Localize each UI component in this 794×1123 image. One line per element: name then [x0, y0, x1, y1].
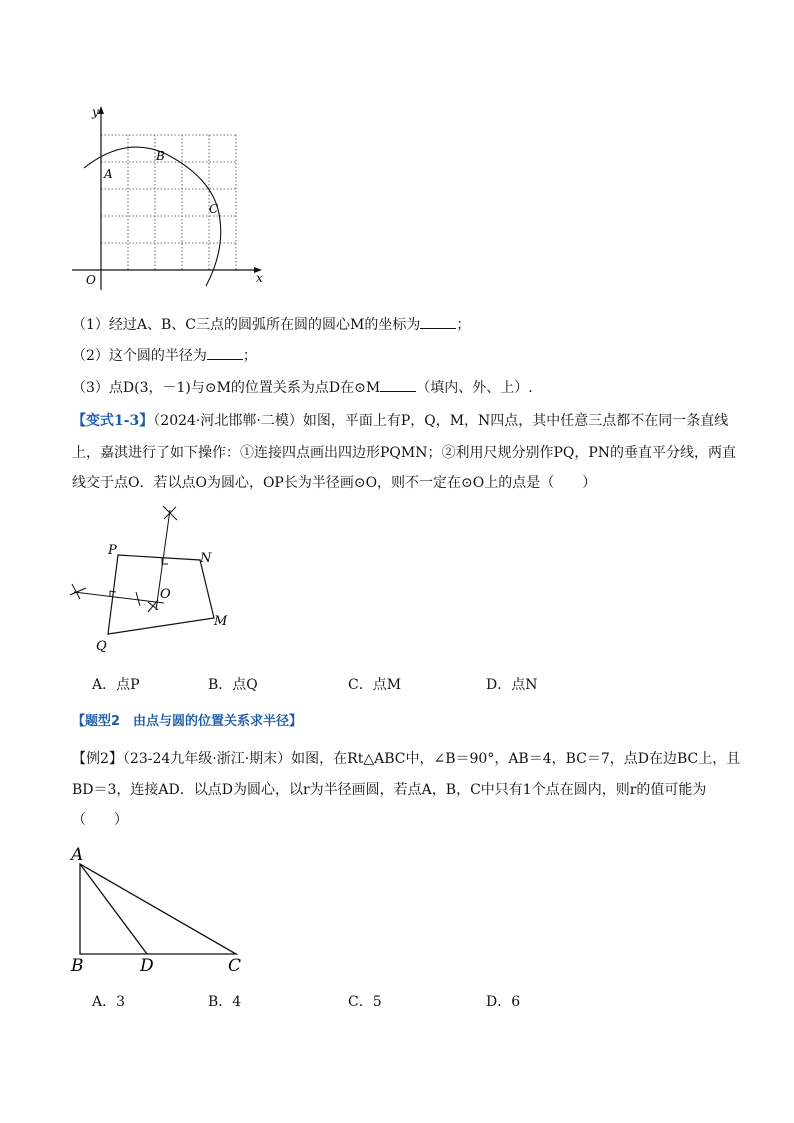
option-c-1[interactable]: C．点M: [348, 677, 402, 693]
option-a-1[interactable]: A．点P: [92, 677, 140, 693]
point-d-label: D: [140, 956, 154, 976]
origin-label: O: [86, 273, 96, 287]
option-b-1[interactable]: B．点Q: [208, 677, 258, 693]
variant-text-3: 线交于点O．若以点O为圆心，OP长为半径画⊙O，则不一定在⊙O上的点是（ ）: [72, 475, 597, 491]
example-text-2: BD＝3，连接AD．以点D为圆心，以r为半径画圆，若点A，B，C中只有1个点在圆内，则r的值可能为: [72, 782, 707, 798]
label-p: P: [108, 543, 117, 558]
quadrilateral-figure: [64, 500, 244, 660]
variant-1-3-line-1: [72, 412, 728, 430]
variant-text-2: 上，嘉淇进行了如下操作：①连接四点画出四边形PQMN；②利用尺规分别作PQ，PN的垂直平分线，两直: [72, 445, 737, 461]
option-c-2[interactable]: C．5: [348, 994, 382, 1010]
variant-tag: 【变式1-3】: [72, 413, 154, 429]
example-text-3: （ ）: [72, 812, 128, 828]
answer-blank-3[interactable]: [380, 379, 416, 392]
label-n: N: [200, 551, 212, 566]
part-1-text: （1）经过A、B、C三点的圆弧所在圆的圆心M的坐标为: [72, 317, 421, 333]
label-o: O: [160, 587, 171, 602]
question-part-3: [72, 379, 533, 397]
option-d-1[interactable]: D．点N: [486, 677, 538, 693]
point-a-label: A: [104, 167, 113, 181]
label-q: Q: [96, 639, 107, 654]
part-3-end: （填内、外、上）.: [416, 380, 533, 396]
answer-blank-2[interactable]: [207, 347, 243, 360]
part-2-end: ；: [242, 348, 257, 364]
option-a-2[interactable]: A．3: [92, 994, 126, 1010]
point-c-label: C: [209, 202, 219, 216]
section-2-title: 【题型2 由点与圆的位置关系求半径】: [72, 714, 303, 729]
variant-1-3-line-2: [72, 444, 736, 462]
triangle-abc: [80, 864, 236, 954]
vertex-b-label: B: [71, 956, 84, 976]
coordinate-grid-figure: [66, 100, 276, 290]
part-2-text: （2）这个圆的半径为: [72, 348, 207, 364]
part-3-text: （3）点D(3，－1)与⊙M的位置关系为点D在⊙M: [72, 380, 381, 396]
vertex-a-label: A: [71, 845, 84, 865]
y-axis-label: y: [92, 105, 99, 119]
question-part-2: [72, 347, 257, 365]
bisector-pq: [74, 592, 164, 603]
point-b-label: B: [156, 149, 165, 163]
variant-1-3-line-3: [72, 474, 596, 492]
example-text-1: （23-24九年级·浙江·期末）如图，在Rt△ABC中，∠B＝90°，AB＝4，BC＝7，点D在边BC上，且: [122, 751, 741, 767]
option-d-2[interactable]: D．6: [486, 994, 521, 1010]
example-2-line-1: [72, 750, 740, 768]
segment-ad: [80, 864, 147, 954]
triangle-figure: [66, 840, 256, 980]
question-part-1: [72, 316, 470, 334]
y-axis-arrow-icon: [98, 106, 104, 114]
example-tag: 【例2】: [72, 751, 123, 767]
x-axis-label: x: [256, 271, 263, 285]
vertex-c-label: C: [228, 956, 242, 976]
variant-text-1: （2024·河北邯郸·二模）如图，平面上有P，Q，M，N四点，其中任意三点都不在同一条直线: [153, 413, 729, 429]
part-1-end: ；: [456, 317, 471, 333]
example-2-line-2: [72, 781, 706, 799]
example-2-line-3: [72, 811, 128, 829]
answer-blank-1[interactable]: [420, 316, 456, 329]
label-m: M: [214, 614, 228, 629]
option-b-2[interactable]: B．4: [208, 994, 242, 1010]
